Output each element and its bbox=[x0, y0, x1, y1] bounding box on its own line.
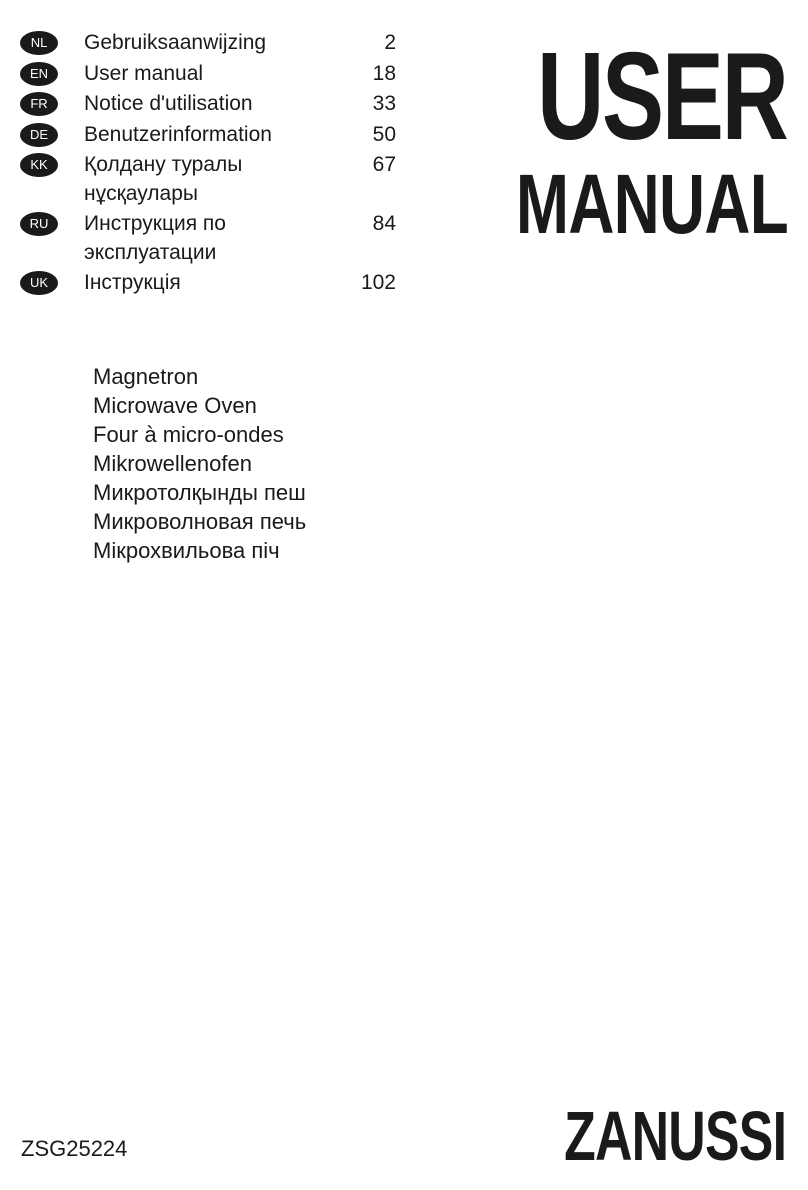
language-entry-de bbox=[20, 120, 396, 151]
product-name: Magnetron bbox=[93, 364, 199, 389]
product-name: Mikrowellenofen bbox=[93, 451, 252, 476]
product-name: Microwave Oven bbox=[93, 393, 257, 418]
language-entry-fr bbox=[20, 89, 396, 120]
product-name: Four à micro-ondes bbox=[93, 422, 284, 447]
cover-title-manual: MANUAL bbox=[515, 157, 788, 251]
brand-logo: ZANUSSI bbox=[563, 1097, 786, 1175]
product-name: Мікрохвильова піч bbox=[93, 538, 280, 563]
language-badge: DE bbox=[20, 123, 58, 147]
language-entry-nl bbox=[20, 28, 396, 59]
language-page-number: 67 bbox=[372, 153, 396, 176]
language-page-number: 84 bbox=[372, 212, 396, 235]
language-page-number: 33 bbox=[372, 92, 396, 115]
language-title: Інструкція bbox=[84, 271, 181, 294]
language-title: Қолдану туралы нұсқаулары bbox=[84, 153, 243, 205]
model-number: ZSG25224 bbox=[21, 1136, 128, 1161]
language-page-number: 50 bbox=[372, 122, 396, 146]
product-name: Микроволновая печь bbox=[93, 509, 307, 534]
product-name: Микротолқынды пеш bbox=[93, 480, 306, 505]
language-title: Notice d'utilisation bbox=[84, 92, 253, 115]
language-badge: RU bbox=[20, 212, 58, 236]
language-title: User manual bbox=[84, 61, 204, 85]
cover-title-user: USER bbox=[537, 28, 787, 166]
language-page-number: 102 bbox=[360, 271, 396, 294]
product-name-list bbox=[93, 362, 306, 565]
language-badge: UK bbox=[20, 271, 58, 295]
language-page-number: 2 bbox=[384, 31, 396, 54]
language-index bbox=[20, 28, 396, 299]
language-entry-kk bbox=[20, 150, 396, 209]
language-entry-ru bbox=[20, 209, 396, 268]
language-badge: EN bbox=[20, 62, 58, 86]
language-badge: KK bbox=[20, 153, 58, 177]
language-badge: NL bbox=[20, 31, 58, 55]
language-page-number: 18 bbox=[372, 61, 396, 85]
language-badge: FR bbox=[20, 92, 58, 116]
language-entry-uk bbox=[20, 268, 396, 299]
language-title: Инструкция по эксплуатации bbox=[84, 212, 226, 264]
language-title: Gebruiksaanwijzing bbox=[84, 31, 267, 54]
language-entry-en bbox=[20, 59, 396, 90]
language-title: Benutzerinformation bbox=[84, 122, 272, 146]
